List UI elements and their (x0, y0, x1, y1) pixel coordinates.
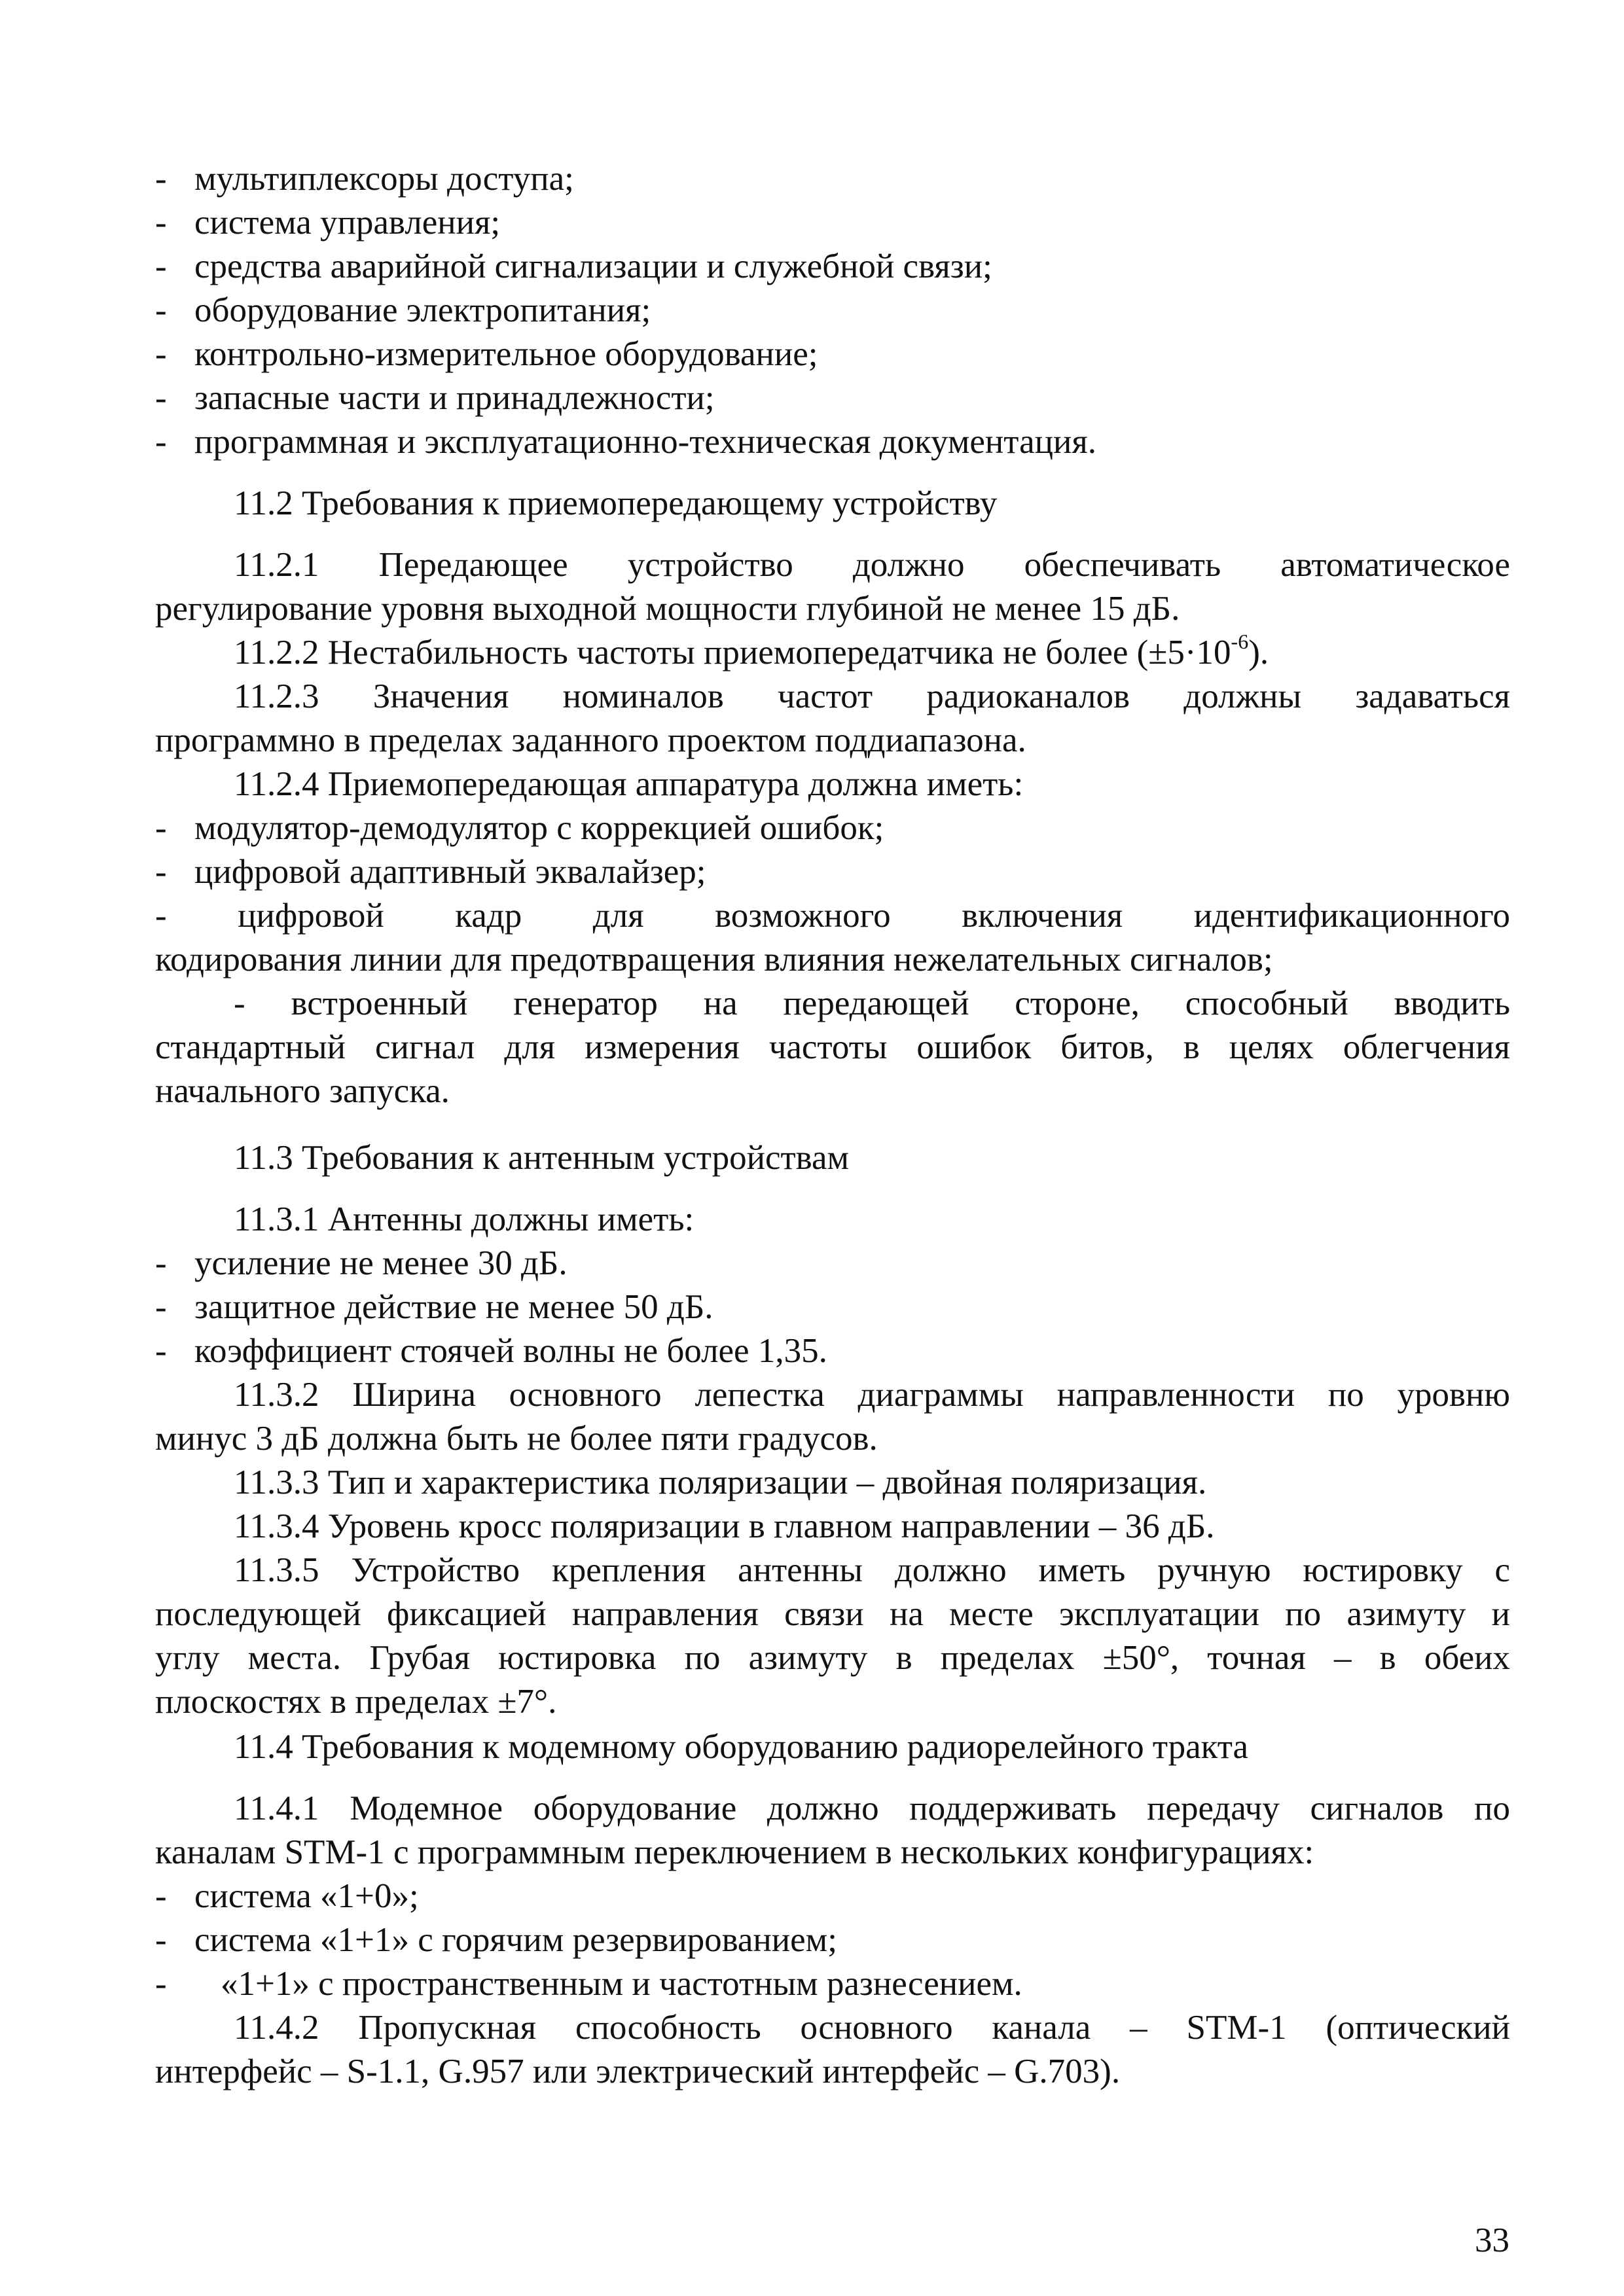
list-item: - «1+1» с пространственным и частотным разнесением. (155, 1965, 1022, 2003)
section-heading: 11.2 Требования к приемопередающему устройству (234, 484, 998, 522)
list-item: - программная и эксплуатационно-техническая документация. (155, 420, 1510, 464)
paragraph-line: углу места. Грубая юстировка по азимуту в пределах ±50°, точная – в обеих (155, 1639, 1510, 1677)
list-item: - контрольно-измерительное оборудование; (155, 332, 1510, 376)
bullet-dash: - (155, 291, 167, 329)
paragraph-line: минус 3 дБ должна быть не более пяти градусов. (155, 1420, 878, 1458)
list-item: - мультиплексоры доступа; (155, 157, 1510, 201)
paragraph-line: 11.4.2 Пропускная способность основного канала – STM-1 (оптический (234, 2009, 1510, 2047)
paragraph-line: 11.2.3 Значения номиналов частот радиоканалов должны задаваться (234, 677, 1510, 715)
list-item: - средства аварийной сигнализации и служебной связи; (155, 245, 1510, 289)
bullet-dash: - (155, 379, 167, 417)
section-11-2-body (155, 543, 1510, 1113)
paragraph-line: 11.2.4 Приемопередающая аппаратура должна иметь: (234, 765, 1024, 803)
section-heading: 11.3 Требования к антенным устройствам (234, 1139, 850, 1177)
paragraph-line: 11.4.1 Модемное оборудование должно поддерживать передачу сигналов по (234, 1789, 1510, 1827)
paragraph-line: стандартный сигнал для измерения частоты ошибок битов, в целях облегчения (155, 1028, 1510, 1066)
bullet-dash: - (155, 204, 167, 242)
section-11-4-body (155, 1787, 1510, 2094)
list-item: - цифровой кадр для возможного включения идентификационного (155, 897, 1510, 935)
paragraph-line: последующей фиксацией направления связи на месте эксплуатации по азимуту и (155, 1595, 1510, 1633)
bullet-dash: - (155, 247, 167, 285)
list-item: - коэффициент стоячей волны не более 1,35. (155, 1332, 827, 1370)
list-item: - система управления; (155, 201, 1510, 245)
paragraph-line: 11.3.5 Устройство крепления антенны должно иметь ручную юстировку с (234, 1551, 1510, 1589)
bullet-dash: - (155, 335, 167, 373)
paragraph-line: кодирования линии для предотвращения влияния нежелательных сигналов; (155, 941, 1273, 978)
equipment-list (155, 157, 1510, 464)
list-item: - встроенный генератор на передающей стороне, способный вводить (234, 984, 1510, 1022)
paragraph-line: плоскостях в пределах ±7°. (155, 1683, 557, 1721)
list-item: - усиление не менее 30 дБ. (155, 1244, 568, 1282)
list-item: - запасные части и принадлежности; (155, 376, 1510, 420)
list-item: - модулятор-демодулятор с коррекцией ошибок; (155, 809, 884, 847)
section-11-4 (155, 1725, 1510, 1769)
section-heading: 11.4 Требования к модемному оборудованию радиорелейного тракта (234, 1728, 1249, 1766)
page-number: 33 (1475, 2221, 1509, 2259)
list-item: - цифровой адаптивный эквалайзер; (155, 853, 706, 891)
exponent: -6 (1231, 630, 1249, 654)
paragraph-line: 11.3.4 Уровень кросс поляризации в главном направлении – 36 дБ. (234, 1507, 1215, 1545)
list-item: - оборудование электропитания; (155, 289, 1510, 332)
paragraph-line: 11.3.2 Ширина основного лепестка диаграммы направленности по уровню (234, 1376, 1510, 1414)
paragraph-line: начального запуска. (155, 1072, 450, 1110)
section-11-2 (155, 482, 1510, 526)
bullet-dash: - (155, 423, 167, 461)
list-item: - защитное действие не менее 50 дБ. (155, 1288, 713, 1326)
section-11-3 (155, 1136, 1510, 1180)
list-item: - система «1+1» с горячим резервированием; (155, 1921, 837, 1959)
section-11-3-body (155, 1198, 1510, 1724)
list-item: - система «1+0»; (155, 1877, 419, 1915)
paragraph-line: 11.3.3 Тип и характеристика поляризации – двойная поляризация. (234, 1463, 1207, 1501)
paragraph-line: программно в пределах заданного проектом поддиапазона. (155, 721, 1026, 759)
bullet-dash: - (155, 160, 167, 198)
paragraph-line: 11.2.2 Нестабильность частоты приемопередатчика не более $(\pm 5\cdot 10^{-6})$. (234, 630, 1269, 672)
paragraph-line: каналам STM-1 с программным переключением в нескольких конфигурациях: (155, 1833, 1314, 1871)
paragraph-line: интерфейс – S-1.1, G.957 или электрический интерфейс – G.703). (155, 2053, 1121, 2090)
paragraph-line: 11.3.1 Антенны должны иметь: (234, 1200, 695, 1238)
paragraph-line: регулирование уровня выходной мощности глубиной не менее 15 дБ. (155, 590, 1180, 628)
paragraph-line: 11.2.1 Передающее устройство должно обеспечивать автоматическое (234, 546, 1510, 584)
